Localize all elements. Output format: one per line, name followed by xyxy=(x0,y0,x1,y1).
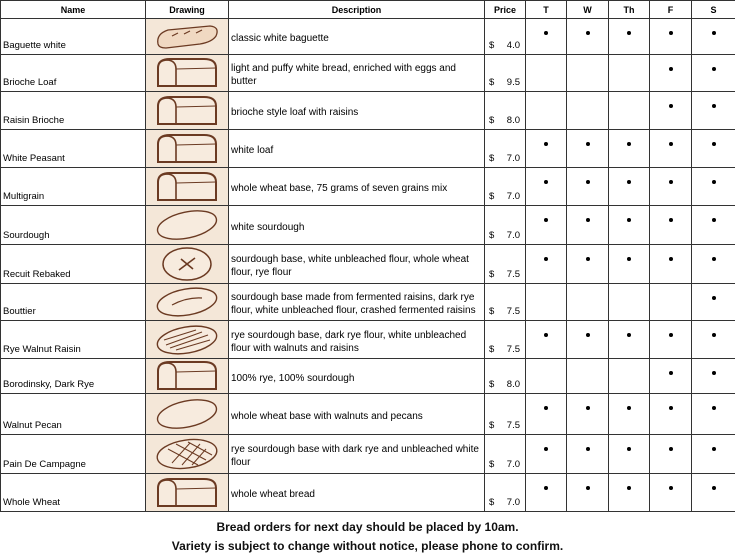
availability-t xyxy=(526,321,567,359)
availability-f xyxy=(650,284,692,321)
table-row xyxy=(1,284,735,321)
price-value: 8.0 xyxy=(506,379,520,390)
availability-th xyxy=(609,321,650,359)
available-dot-icon xyxy=(669,31,673,35)
availability-th xyxy=(609,394,650,435)
bread-drawing-loaf xyxy=(146,359,229,394)
bread-drawing-oval xyxy=(146,206,229,245)
bread-description: whole wheat bread xyxy=(229,474,485,512)
bread-price xyxy=(485,321,526,359)
bread-description: sourdough base, white unbleached flour, whole wheat flour, rye flour xyxy=(229,245,485,284)
currency-symbol: $ xyxy=(489,230,495,241)
availability-w xyxy=(567,168,609,206)
availability-w xyxy=(567,284,609,321)
available-dot-icon xyxy=(544,257,548,261)
bread-price xyxy=(485,19,526,55)
bread-description: classic white baguette xyxy=(229,19,485,55)
available-dot-icon xyxy=(712,180,716,184)
availability-w xyxy=(567,19,609,55)
availability-th xyxy=(609,92,650,130)
available-dot-icon xyxy=(669,104,673,108)
availability-s xyxy=(692,130,735,168)
header-description: Description xyxy=(229,1,485,19)
bread-name: Raisin Brioche xyxy=(1,92,146,130)
currency-symbol: $ xyxy=(489,420,495,431)
availability-f xyxy=(650,130,692,168)
table-row xyxy=(1,19,735,55)
availability-w xyxy=(567,435,609,474)
availability-th xyxy=(609,435,650,474)
availability-s xyxy=(692,206,735,245)
availability-th xyxy=(609,168,650,206)
bread-description: sourdough base made from fermented raisins, dark rye flour, white unbleached flour, crashed fermented raisins xyxy=(229,284,485,321)
table-row xyxy=(1,168,735,206)
available-dot-icon xyxy=(627,257,631,261)
available-dot-icon xyxy=(544,406,548,410)
currency-symbol: $ xyxy=(489,115,495,126)
availability-f xyxy=(650,206,692,245)
bread-price xyxy=(485,206,526,245)
bread-drawing-loaf xyxy=(146,474,229,512)
price-value: 7.0 xyxy=(506,191,520,202)
availability-th xyxy=(609,130,650,168)
availability-s xyxy=(692,284,735,321)
available-dot-icon xyxy=(712,257,716,261)
price-value: 7.0 xyxy=(506,459,520,470)
available-dot-icon xyxy=(669,218,673,222)
bread-description: brioche style loaf with raisins xyxy=(229,92,485,130)
availability-f xyxy=(650,168,692,206)
available-dot-icon xyxy=(544,142,548,146)
bread-description: white loaf xyxy=(229,130,485,168)
availability-t xyxy=(526,284,567,321)
table-row xyxy=(1,206,735,245)
available-dot-icon xyxy=(669,406,673,410)
available-dot-icon xyxy=(627,447,631,451)
available-dot-icon xyxy=(627,486,631,490)
availability-f xyxy=(650,359,692,394)
availability-f xyxy=(650,92,692,130)
available-dot-icon xyxy=(586,218,590,222)
bread-description: white sourdough xyxy=(229,206,485,245)
table-row xyxy=(1,55,735,92)
currency-symbol: $ xyxy=(489,153,495,164)
table-row xyxy=(1,130,735,168)
table-row xyxy=(1,321,735,359)
available-dot-icon xyxy=(544,447,548,451)
table-row xyxy=(1,245,735,284)
available-dot-icon xyxy=(586,406,590,410)
bread-description: whole wheat base, 75 grams of seven grains mix xyxy=(229,168,485,206)
availability-th xyxy=(609,284,650,321)
availability-t xyxy=(526,435,567,474)
bread-name: Baguette white xyxy=(1,19,146,55)
table-row xyxy=(1,92,735,130)
available-dot-icon xyxy=(544,333,548,337)
currency-symbol: $ xyxy=(489,497,495,508)
available-dot-icon xyxy=(712,104,716,108)
header-day-s: S xyxy=(692,1,735,19)
price-value: 7.0 xyxy=(506,153,520,164)
bread-drawing-oval-slash xyxy=(146,284,229,321)
availability-f xyxy=(650,55,692,92)
availability-w xyxy=(567,206,609,245)
available-dot-icon xyxy=(712,406,716,410)
bread-description: light and puffy white bread, enriched with eggs and butter xyxy=(229,55,485,92)
availability-s xyxy=(692,55,735,92)
available-dot-icon xyxy=(544,31,548,35)
header-name: Name xyxy=(1,1,146,19)
header-day-t: T xyxy=(526,1,567,19)
available-dot-icon xyxy=(712,67,716,71)
availability-w xyxy=(567,92,609,130)
available-dot-icon xyxy=(669,333,673,337)
available-dot-icon xyxy=(586,257,590,261)
header-day-f: F xyxy=(650,1,692,19)
available-dot-icon xyxy=(586,486,590,490)
availability-s xyxy=(692,435,735,474)
footer-notice xyxy=(0,518,735,556)
bread-name: Brioche Loaf xyxy=(1,55,146,92)
available-dot-icon xyxy=(712,371,716,375)
available-dot-icon xyxy=(544,218,548,222)
available-dot-icon xyxy=(669,142,673,146)
availability-w xyxy=(567,245,609,284)
availability-f xyxy=(650,394,692,435)
availability-w xyxy=(567,130,609,168)
availability-t xyxy=(526,55,567,92)
availability-w xyxy=(567,359,609,394)
available-dot-icon xyxy=(544,180,548,184)
header-day-th: Th xyxy=(609,1,650,19)
price-value: 7.5 xyxy=(506,420,520,431)
bread-drawing-loaf xyxy=(146,168,229,206)
price-value: 7.0 xyxy=(506,497,520,508)
available-dot-icon xyxy=(586,333,590,337)
currency-symbol: $ xyxy=(489,40,495,51)
available-dot-icon xyxy=(669,257,673,261)
availability-w xyxy=(567,394,609,435)
table-row xyxy=(1,435,735,474)
availability-f xyxy=(650,19,692,55)
bread-name: Bouttier xyxy=(1,284,146,321)
availability-w xyxy=(567,55,609,92)
bread-drawing-loaf xyxy=(146,130,229,168)
available-dot-icon xyxy=(712,142,716,146)
bread-drawing-oval-lines xyxy=(146,321,229,359)
availability-t xyxy=(526,130,567,168)
availability-s xyxy=(692,168,735,206)
availability-t xyxy=(526,206,567,245)
bread-drawing-oval xyxy=(146,394,229,435)
bread-price xyxy=(485,394,526,435)
currency-symbol: $ xyxy=(489,77,495,88)
footer-line-2: Variety is subject to change without notice, please phone to confirm. xyxy=(171,539,564,553)
available-dot-icon xyxy=(627,218,631,222)
currency-symbol: $ xyxy=(489,191,495,202)
availability-th xyxy=(609,474,650,512)
availability-w xyxy=(567,321,609,359)
bread-description: rye sourdough base, dark rye flour, white unbleached flour with walnuts and raisins xyxy=(229,321,485,359)
bread-drawing-loaf xyxy=(146,55,229,92)
bread-price xyxy=(485,92,526,130)
bread-name: Recuit Rebaked xyxy=(1,245,146,284)
available-dot-icon xyxy=(586,447,590,451)
header-day-w: W xyxy=(567,1,609,19)
available-dot-icon xyxy=(627,406,631,410)
available-dot-icon xyxy=(669,447,673,451)
bread-name: Walnut Pecan xyxy=(1,394,146,435)
table-row xyxy=(1,474,735,512)
currency-symbol: $ xyxy=(489,269,495,280)
bread-description: 100% rye, 100% sourdough xyxy=(229,359,485,394)
availability-t xyxy=(526,245,567,284)
header-row xyxy=(1,1,735,19)
bread-price xyxy=(485,245,526,284)
availability-t xyxy=(526,394,567,435)
bread-name: Multigrain xyxy=(1,168,146,206)
available-dot-icon xyxy=(669,371,673,375)
available-dot-icon xyxy=(627,180,631,184)
available-dot-icon xyxy=(544,486,548,490)
bread-price xyxy=(485,284,526,321)
availability-t xyxy=(526,359,567,394)
currency-symbol: $ xyxy=(489,344,495,355)
bread-price xyxy=(485,168,526,206)
price-value: 4.0 xyxy=(506,40,520,51)
availability-t xyxy=(526,168,567,206)
availability-s xyxy=(692,394,735,435)
availability-w xyxy=(567,474,609,512)
availability-s xyxy=(692,359,735,394)
price-value: 7.5 xyxy=(506,269,520,280)
availability-th xyxy=(609,245,650,284)
availability-f xyxy=(650,435,692,474)
available-dot-icon xyxy=(712,296,716,300)
available-dot-icon xyxy=(712,218,716,222)
availability-t xyxy=(526,474,567,512)
available-dot-icon xyxy=(669,67,673,71)
availability-f xyxy=(650,474,692,512)
header-price: Price xyxy=(485,1,526,19)
availability-f xyxy=(650,321,692,359)
currency-symbol: $ xyxy=(489,306,495,317)
available-dot-icon xyxy=(627,333,631,337)
footer-line-1: Bread orders for next day should be placed by 10am. xyxy=(216,520,519,534)
bread-description: whole wheat base with walnuts and pecans xyxy=(229,394,485,435)
availability-s xyxy=(692,19,735,55)
currency-symbol: $ xyxy=(489,379,495,390)
availability-s xyxy=(692,92,735,130)
price-value: 7.0 xyxy=(506,230,520,241)
bread-price xyxy=(485,474,526,512)
available-dot-icon xyxy=(586,31,590,35)
bread-drawing-loaf xyxy=(146,92,229,130)
available-dot-icon xyxy=(627,142,631,146)
available-dot-icon xyxy=(669,180,673,184)
bread-name: White Peasant xyxy=(1,130,146,168)
available-dot-icon xyxy=(712,31,716,35)
price-value: 7.5 xyxy=(506,344,520,355)
availability-th xyxy=(609,19,650,55)
bread-name: Pain De Campagne xyxy=(1,435,146,474)
bread-price xyxy=(485,130,526,168)
available-dot-icon xyxy=(627,31,631,35)
availability-t xyxy=(526,92,567,130)
availability-th xyxy=(609,359,650,394)
available-dot-icon xyxy=(712,486,716,490)
currency-symbol: $ xyxy=(489,459,495,470)
availability-s xyxy=(692,474,735,512)
availability-f xyxy=(650,245,692,284)
bread-drawing-round-x xyxy=(146,245,229,284)
bread-name: Rye Walnut Raisin xyxy=(1,321,146,359)
bread-description: rye sourdough base with dark rye and unbleached white flour xyxy=(229,435,485,474)
price-value: 7.5 xyxy=(506,306,520,317)
available-dot-icon xyxy=(586,142,590,146)
available-dot-icon xyxy=(669,486,673,490)
availability-t xyxy=(526,19,567,55)
price-value: 8.0 xyxy=(506,115,520,126)
availability-th xyxy=(609,55,650,92)
availability-th xyxy=(609,206,650,245)
available-dot-icon xyxy=(712,447,716,451)
available-dot-icon xyxy=(586,180,590,184)
available-dot-icon xyxy=(712,333,716,337)
bread-price xyxy=(485,359,526,394)
availability-s xyxy=(692,245,735,284)
bread-drawing-oval-cross xyxy=(146,435,229,474)
price-value: 9.5 xyxy=(506,77,520,88)
availability-s xyxy=(692,321,735,359)
table-row xyxy=(1,394,735,435)
bread-name: Whole Wheat xyxy=(1,474,146,512)
bread-price xyxy=(485,435,526,474)
header-drawing: Drawing xyxy=(146,1,229,19)
bread-name: Sourdough xyxy=(1,206,146,245)
bread-drawing-baguette xyxy=(146,19,229,55)
bread-price xyxy=(485,55,526,92)
table-row xyxy=(1,359,735,394)
bread-name: Borodinsky, Dark Rye xyxy=(1,359,146,394)
